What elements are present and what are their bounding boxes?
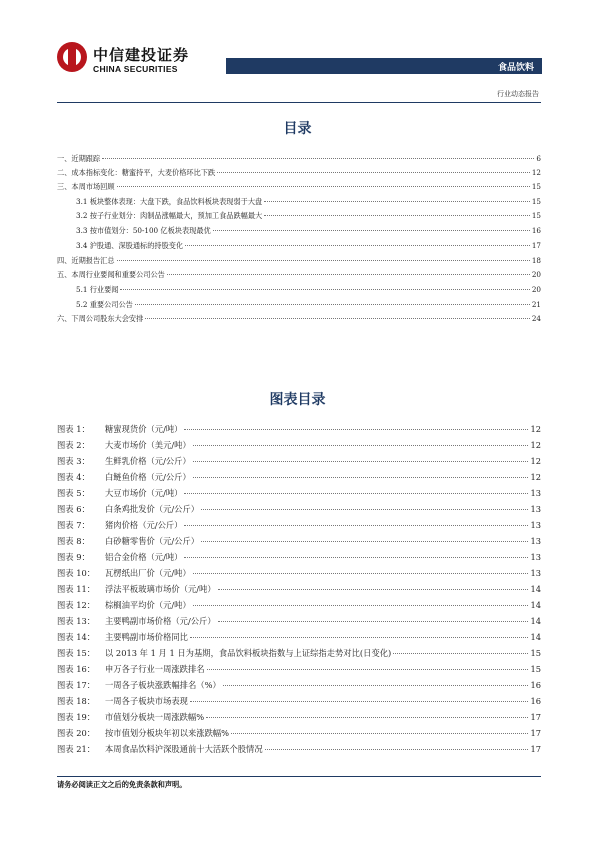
toc-entry[interactable]: 四、近期报告汇总 18	[57, 256, 541, 265]
figure-entry[interactable]: 图表 7： 猪肉价格（元/公斤） 13	[57, 520, 541, 530]
toc-entry[interactable]: 一、近期跟踪 6	[57, 154, 541, 163]
figure-entry[interactable]: 图表 3： 生鲜乳价格（元/公斤） 12	[57, 456, 541, 466]
toc-entry[interactable]: 5.1 行业要闻 20	[76, 285, 541, 294]
figure-entry[interactable]: 图表 6： 白条鸡批发价（元/公斤） 13	[57, 504, 541, 514]
figure-entry[interactable]: 图表 18： 一周各子板块市场表现 16	[57, 696, 541, 706]
toc-entry[interactable]: 5.2 重要公司公告 21	[76, 300, 541, 309]
sector-banner	[226, 58, 542, 74]
sector-label: 食品饮料	[497, 63, 534, 73]
header-divider	[57, 102, 541, 103]
figure-entry[interactable]: 图表 21： 本周食品饮料沪深股通前十大活跃个股情况 17	[57, 744, 541, 754]
figure-entry[interactable]: 图表 14： 主要鸭副市场价格同比 14	[57, 632, 541, 642]
figure-entry[interactable]: 图表 1： 糖蜜现货价（元/吨） 12	[57, 424, 541, 434]
footer-disclaimer: 请务必阅读正文之后的免责条款和声明。	[57, 780, 187, 789]
figure-entry[interactable]: 图表 8： 白砂糖零售价（元/公斤） 13	[57, 536, 541, 546]
toc-entry[interactable]: 3.3 按市值划分：50-100 亿板块表现最优 16	[76, 226, 541, 235]
figure-entry[interactable]: 图表 19： 市值划分板块一周涨跌幅% 17	[57, 712, 541, 722]
toc-entry[interactable]: 3.2 按子行业划分：肉制品涨幅最大，预加工食品跌幅最大 15	[76, 211, 541, 220]
toc-entry[interactable]: 三、本周市场回顾 15	[57, 182, 541, 191]
footer-divider	[57, 776, 541, 777]
figure-entry[interactable]: 图表 11： 浮法平板玻璃市场价（元/吨） 14	[57, 584, 541, 594]
report-type: 行业动态报告	[497, 90, 539, 98]
figure-entry[interactable]: 图表 17： 一周各子板块涨跌幅排名（%） 16	[57, 680, 541, 690]
figure-entry[interactable]: 图表 10： 瓦楞纸出厂价（元/吨） 13	[57, 568, 541, 578]
toc-entry[interactable]: 3.1 板块整体表现：大盘下跌，食品饮料板块表现弱于大盘 15	[76, 197, 541, 206]
toc-entry[interactable]: 3.4 沪股通、深股通标的持股变化 17	[76, 241, 541, 250]
figures-list-title: 图表目录	[269, 392, 326, 408]
figure-entry[interactable]: 图表 2： 大麦市场价（美元/吨） 12	[57, 440, 541, 450]
toc-title: 目录	[283, 121, 312, 137]
figure-entry[interactable]: 图表 16： 申万各子行业一周涨跌排名 15	[57, 664, 541, 674]
brand-name-en: CHINA SECURITIES	[93, 64, 178, 74]
figure-entry[interactable]: 图表 5： 大豆市场价（元/吨） 13	[57, 488, 541, 498]
brand-name-cn: 中信建投证券	[93, 46, 190, 64]
toc-entry[interactable]: 二、成本指标变化：糖蜜持平，大麦价格环比下跌 12	[57, 168, 541, 177]
company-logo	[57, 42, 87, 72]
toc-entry[interactable]: 五、本周行业要闻和重要公司公告 20	[57, 270, 541, 279]
figure-entry[interactable]: 图表 12： 棕榈油平均价（元/吨） 14	[57, 600, 541, 610]
figure-entry[interactable]: 图表 15： 以 2013 年 1 月 1 日为基期，食品饮料板块指数与上证综指走势对比(日变化) 15	[57, 648, 541, 658]
figure-entry[interactable]: 图表 13： 主要鸭副市场价格（元/公斤） 14	[57, 616, 541, 626]
toc-entry[interactable]: 六、下周公司股东大会安排 24	[57, 314, 541, 323]
figure-entry[interactable]: 图表 4： 白鲢鱼价格（元/公斤） 12	[57, 472, 541, 482]
figure-entry[interactable]: 图表 20： 按市值划分板块年初以来涨跌幅% 17	[57, 728, 541, 738]
figure-entry[interactable]: 图表 9： 铝合金价格（元/吨） 13	[57, 552, 541, 562]
